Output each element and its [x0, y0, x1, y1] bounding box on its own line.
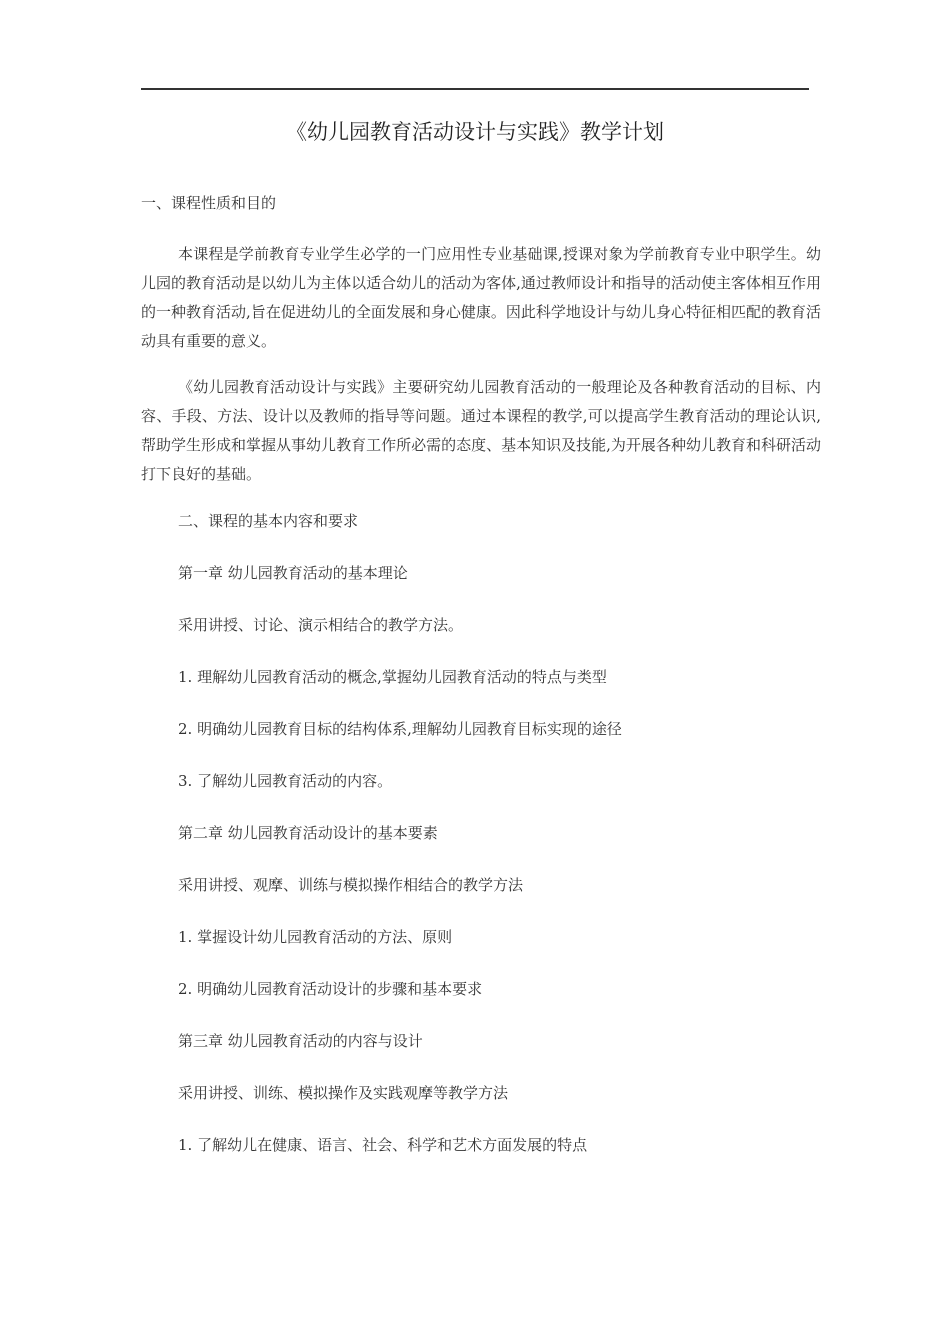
- chapter-1-title: 第一章 幼儿园教育活动的基本理论: [178, 564, 408, 582]
- chapter-2-title: 第二章 幼儿园教育活动设计的基本要素: [178, 824, 438, 842]
- paragraph-course-content: 《幼儿园教育活动设计与实践》主要研究幼儿园教育活动的一般理论及各种教育活动的目标、内容、手段、方法、设计以及教师的指导等问题。通过本课程的教学,可以提高学生教育活动的理论认识,帮助学生形成和掌握从事幼儿教育工作所必需的态度、基本知识及技能,为开展各种幼儿教育和科研活动打下良好的基础。: [141, 378, 821, 483]
- document-body: [141, 188, 821, 1182]
- chapter-2-item-1: 1. 掌握设计幼儿园教育活动的方法、原则: [178, 928, 453, 946]
- header-rule: [141, 88, 809, 90]
- paragraph-course-nature: 本课程是学前教育专业学生必学的一门应用性专业基础课,授课对象为学前教育专业中职学生。幼儿园的教育活动是以幼儿为主体以适合幼儿的活动为客体,通过教师设计和指导的活动使主客体相互作用的一种教育活动,旨在促进幼儿的全面发展和身心健康。因此科学地设计与幼儿身心特征相匹配的教育活动具有重要的意义。: [141, 245, 821, 350]
- chapter-3-method: 采用讲授、训练、模拟操作及实践观摩等教学方法: [178, 1084, 509, 1102]
- chapter-3-title: 第三章 幼儿园教育活动的内容与设计: [178, 1032, 423, 1050]
- chapter-1-item-2: 2. 明确幼儿园教育目标的结构体系,理解幼儿园教育目标实现的途径: [178, 720, 622, 738]
- chapter-3-item-1: 1. 了解幼儿在健康、语言、社会、科学和艺术方面发展的特点: [178, 1136, 588, 1154]
- chapter-2-method: 采用讲授、观摩、训练与模拟操作相结合的教学方法: [178, 876, 524, 894]
- chapter-1-item-3: 3. 了解幼儿园教育活动的内容。: [178, 772, 393, 790]
- chapter-1-method: 采用讲授、讨论、演示相结合的教学方法。: [178, 616, 464, 634]
- section-heading-2: 二、课程的基本内容和要求: [178, 512, 359, 530]
- chapter-1-item-1: 1. 理解幼儿园教育活动的概念,掌握幼儿园教育活动的特点与类型: [178, 668, 607, 686]
- chapter-2-item-2: 2. 明确幼儿园教育活动设计的步骤和基本要求: [178, 980, 483, 998]
- section-heading-1: 一、课程性质和目的: [141, 194, 277, 212]
- document-title: 《幼儿园教育活动设计与实践》教学计划: [286, 120, 664, 144]
